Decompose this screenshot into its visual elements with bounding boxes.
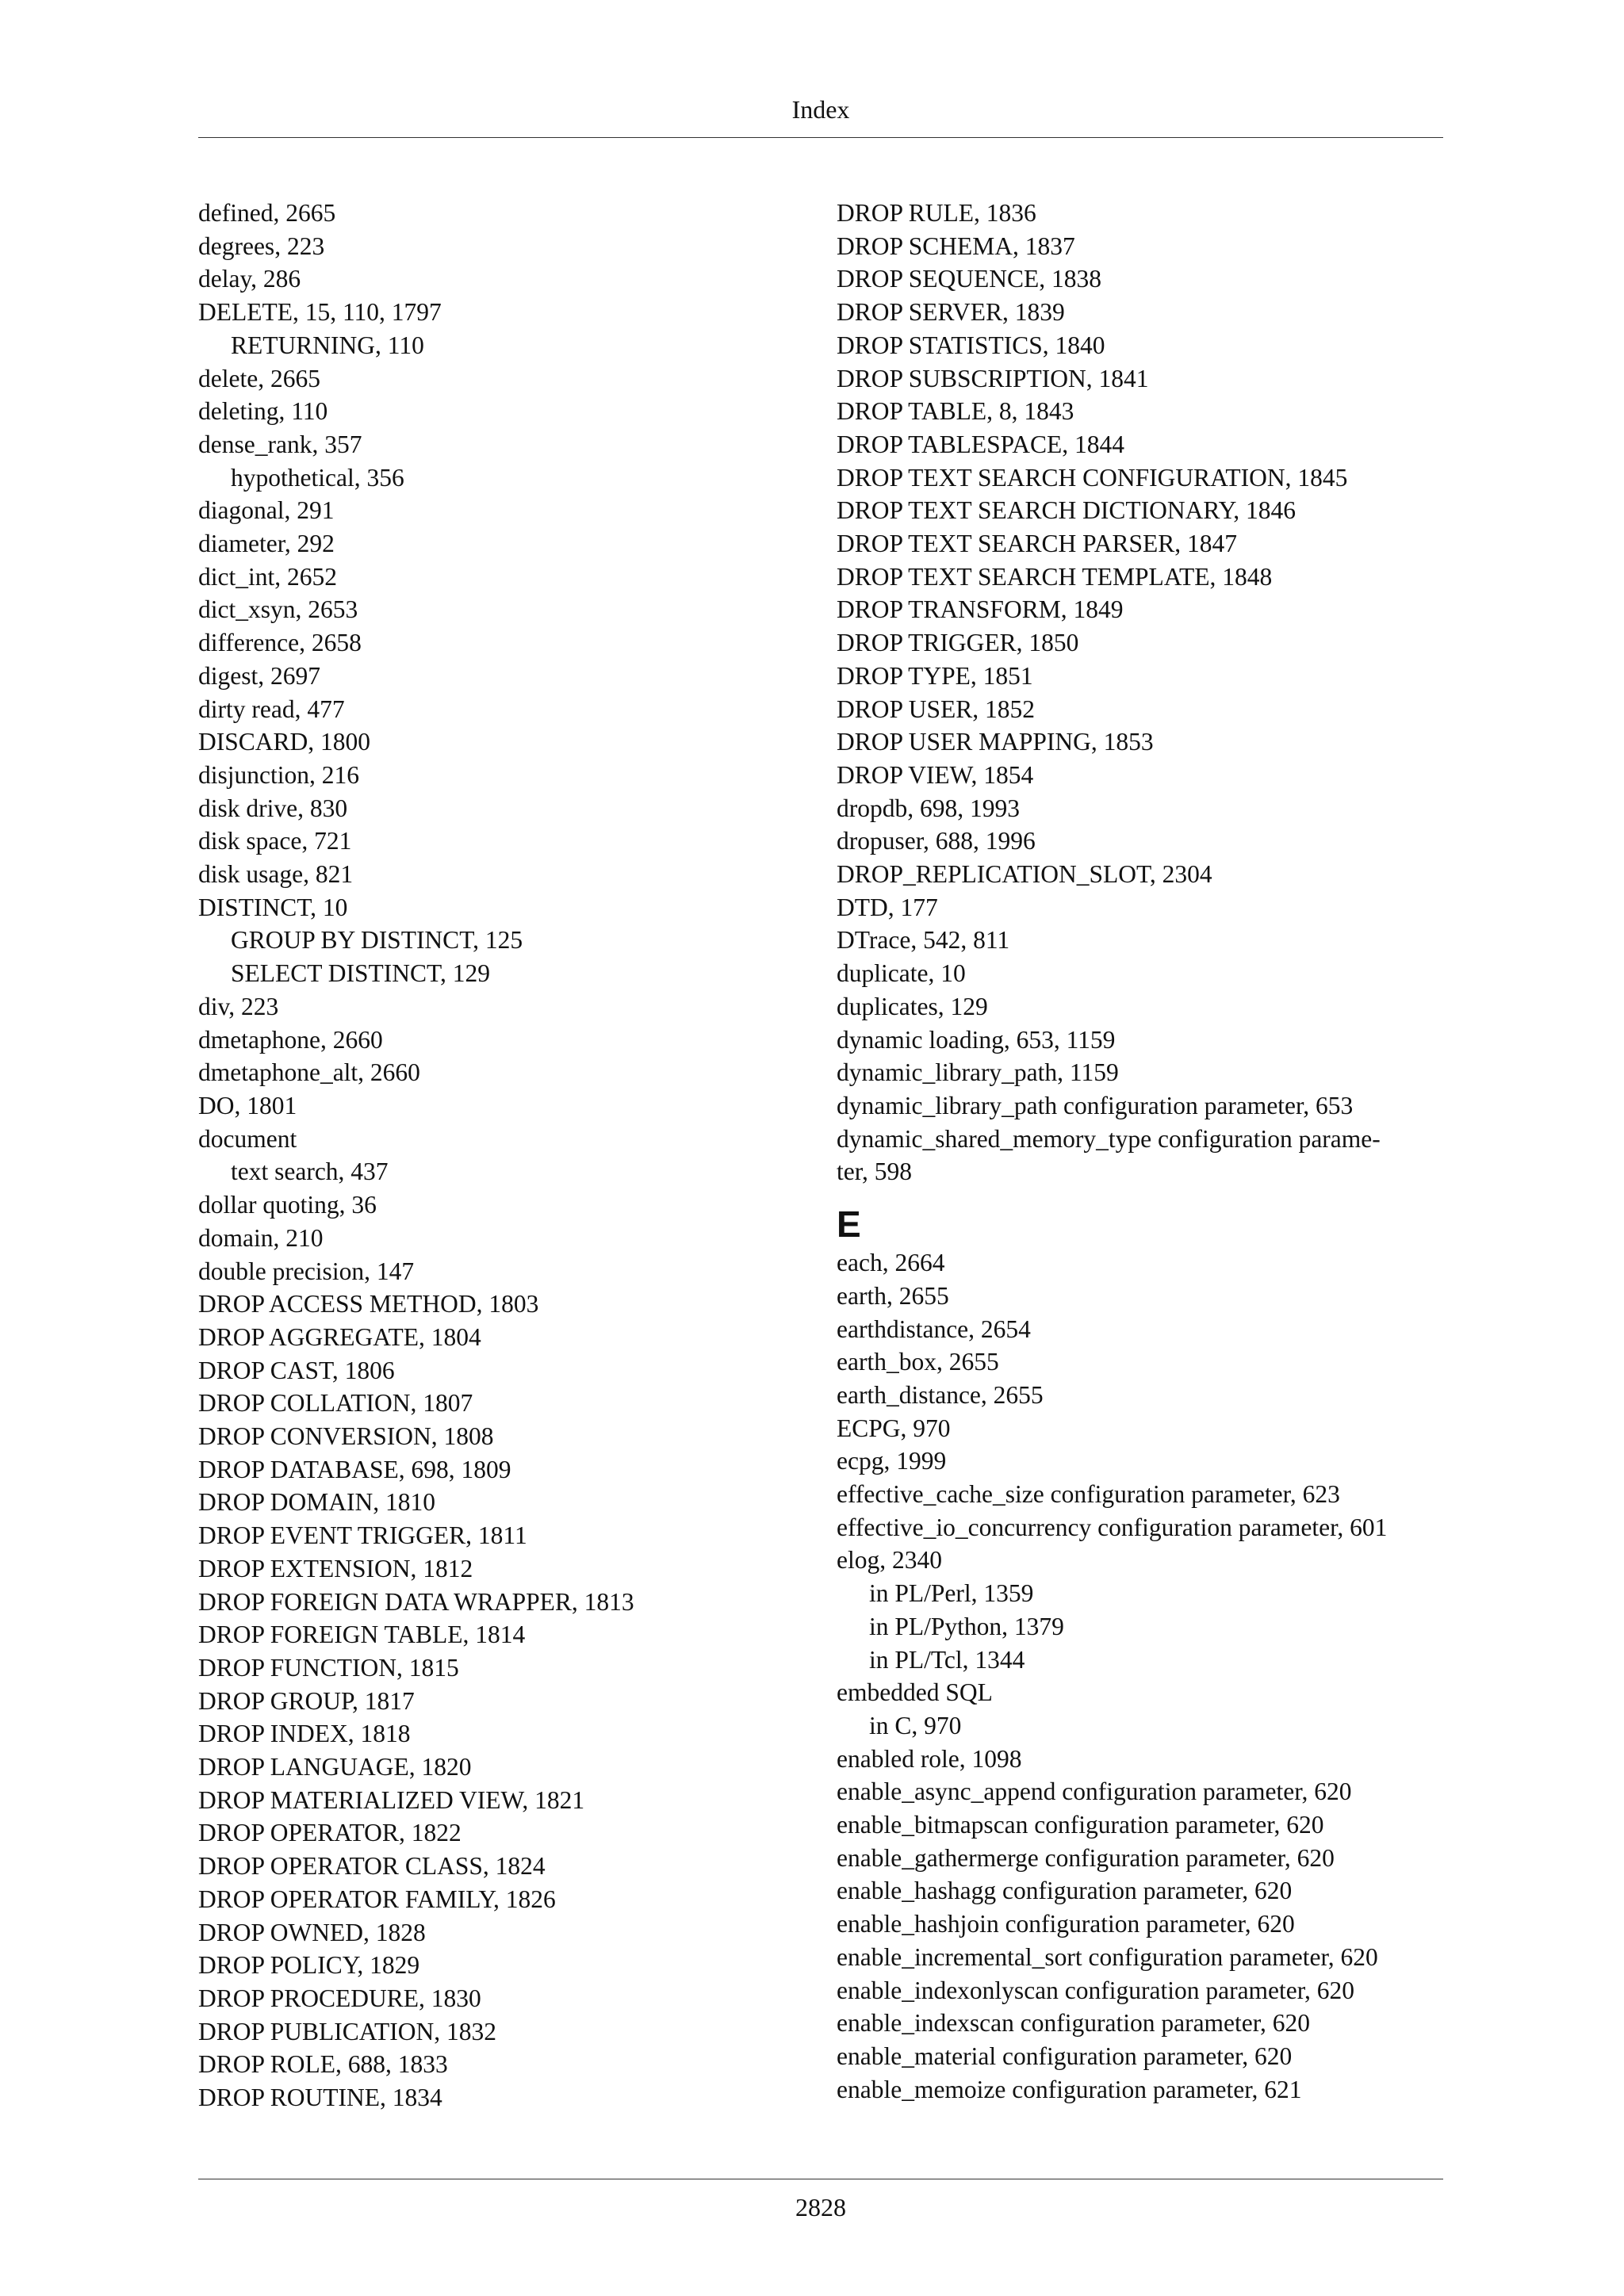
index-column-left: [198, 197, 817, 2114]
index-entry: enable_bitmapscan configuration parameter, 620: [837, 1811, 1324, 1839]
index-entry: diagonal, 291: [198, 496, 335, 525]
index-entry: disk drive, 830: [198, 794, 348, 822]
index-entry: dollar quoting, 36: [198, 1191, 377, 1219]
index-entry: DROP CAST, 1806: [198, 1356, 395, 1384]
index-entry: DROP EVENT TRIGGER, 1811: [198, 1521, 527, 1550]
index-entry: enable_indexscan configuration parameter, 620: [837, 2009, 1310, 2038]
index-entry: DROP GROUP, 1817: [198, 1686, 415, 1715]
index-entry: DROP_REPLICATION_SLOT, 2304: [837, 860, 1212, 889]
index-entry: DROP SEQUENCE, 1838: [837, 265, 1101, 293]
index-entry: div, 223: [198, 992, 279, 1020]
index-entry: earth, 2655: [837, 1281, 949, 1310]
index-entry: DROP TEXT SEARCH DICTIONARY, 1846: [837, 496, 1297, 525]
index-subentry: in C, 970: [869, 1711, 962, 1739]
index-entry: earth_distance, 2655: [837, 1380, 1044, 1409]
index-entry: DROP FOREIGN TABLE, 1814: [198, 1621, 526, 1649]
index-entry: DROP CONVERSION, 1808: [198, 1422, 494, 1451]
index-entry: DROP ROLE, 688, 1833: [198, 2050, 448, 2079]
index-entry: disk usage, 821: [198, 860, 354, 889]
index-entry: DROP OPERATOR, 1822: [198, 1819, 462, 1847]
index-entry: difference, 2658: [198, 629, 362, 657]
index-entry: DROP OPERATOR CLASS, 1824: [198, 1852, 546, 1881]
index-entry: enable_incremental_sort configuration parameter, 620: [837, 1942, 1378, 1971]
index-entry: DROP STATISTICS, 1840: [837, 331, 1105, 359]
page-number: 2828: [795, 2193, 846, 2221]
index-entry: DROP USER, 1852: [837, 695, 1036, 723]
index-entry: enabled role, 1098: [837, 1744, 1022, 1773]
index-entry: domain, 210: [198, 1223, 324, 1252]
index-subentry: in PL/Perl, 1359: [869, 1579, 1034, 1608]
index-entry: digest, 2697: [198, 661, 320, 690]
index-entry: DROP DATABASE, 698, 1809: [198, 1455, 511, 1483]
index-entry: dict_int, 2652: [198, 562, 337, 591]
index-entry: dmetaphone_alt, 2660: [198, 1058, 420, 1087]
section-heading-e: E: [837, 1203, 861, 1246]
index-subentry: text search, 437: [231, 1158, 389, 1186]
index-entry: DROP PUBLICATION, 1832: [198, 2017, 496, 2045]
index-entry: duplicates, 129: [837, 992, 988, 1020]
index-entry: dropdb, 698, 1993: [837, 794, 1020, 822]
index-entry: double precision, 147: [198, 1257, 415, 1285]
index-entry: DROP AGGREGATE, 1804: [198, 1322, 481, 1351]
index-entry: enable_hashjoin configuration parameter, 620: [837, 1910, 1295, 1938]
index-entry: earth_box, 2655: [837, 1348, 999, 1376]
index-entry: DROP USER MAPPING, 1853: [837, 728, 1154, 756]
index-entry: dynamic_library_path, 1159: [837, 1058, 1119, 1087]
index-entry: degrees, 223: [198, 232, 325, 260]
index-entry: embedded SQL: [837, 1678, 993, 1707]
index-entry: disjunction, 216: [198, 760, 359, 789]
index-entry: DROP TEXT SEARCH CONFIGURATION, 1845: [837, 463, 1348, 492]
index-entry: dynamic loading, 653, 1159: [837, 1025, 1116, 1054]
index-entry: ter, 598: [837, 1158, 912, 1186]
index-entry: enable_material configuration parameter, 620: [837, 2042, 1293, 2070]
index-entry: deleting, 110: [198, 397, 328, 426]
index-entry: DROP FOREIGN DATA WRAPPER, 1813: [198, 1587, 634, 1616]
index-entry: duplicate, 10: [837, 959, 966, 988]
index-entry: DROP OPERATOR FAMILY, 1826: [198, 1885, 556, 1913]
index-entry: enable_hashagg configuration parameter, 620: [837, 1877, 1293, 1905]
index-entry: dirty read, 477: [198, 695, 345, 723]
index-entry: DROP PROCEDURE, 1830: [198, 1984, 481, 2012]
index-entry: elog, 2340: [837, 1546, 942, 1575]
index-entry: DROP COLLATION, 1807: [198, 1389, 473, 1418]
index-entry: DROP SERVER, 1839: [837, 298, 1065, 327]
index-entry: DROP TYPE, 1851: [837, 661, 1033, 690]
index-subentry: hypothetical, 356: [231, 463, 404, 492]
index-entries-d: [837, 197, 1443, 1188]
index-subentry: in PL/Python, 1379: [869, 1612, 1064, 1640]
index-entry: ECPG, 970: [837, 1414, 951, 1442]
index-entry: ecpg, 1999: [837, 1447, 947, 1475]
index-subentry: SELECT DISTINCT, 129: [231, 959, 490, 988]
header-rule: [198, 137, 1443, 138]
index-entry: DTrace, 542, 811: [837, 926, 1010, 955]
index-entry: effective_cache_size configuration parameter, 623: [837, 1480, 1340, 1509]
index-entry: defined, 2665: [198, 199, 336, 227]
index-entry: disk space, 721: [198, 827, 352, 855]
index-entry: delete, 2665: [198, 364, 320, 392]
index-entries-e: [837, 1246, 1443, 2106]
index-subentry: RETURNING, 110: [231, 331, 424, 359]
index-entry: DROP OWNED, 1828: [198, 1918, 426, 1946]
index-entry: dense_rank, 357: [198, 430, 362, 458]
index-entry: DROP TRIGGER, 1850: [837, 629, 1079, 657]
index-entry: DROP TABLESPACE, 1844: [837, 430, 1125, 458]
index-subentry: GROUP BY DISTINCT, 125: [231, 926, 523, 955]
index-entry: DROP INDEX, 1818: [198, 1720, 411, 1748]
index-entry: DROP SCHEMA, 1837: [837, 232, 1075, 260]
index-entry: document: [198, 1124, 297, 1153]
index-entry: earthdistance, 2654: [837, 1314, 1031, 1343]
index-entry: DELETE, 15, 110, 1797: [198, 298, 442, 327]
index-column-right: [837, 197, 1443, 2106]
page-header: Index: [791, 95, 850, 124]
index-entry: dynamic_library_path configuration parameter, 653: [837, 1091, 1354, 1119]
index-entry: enable_gathermerge configuration parameter, 620: [837, 1843, 1335, 1872]
index-entry: enable_memoize configuration parameter, 621: [837, 2075, 1302, 2103]
index-entry: DROP ROUTINE, 1834: [198, 2084, 442, 2112]
index-entry: dropuser, 688, 1996: [837, 827, 1036, 855]
index-entry: DROP ACCESS METHOD, 1803: [198, 1290, 539, 1318]
index-entry: DISTINCT, 10: [198, 893, 348, 921]
index-entry: enable_async_append configuration parameter, 620: [837, 1777, 1352, 1806]
index-entry: each, 2664: [837, 1249, 945, 1277]
index-entry: dynamic_shared_memory_type configuration parame-: [837, 1124, 1381, 1153]
index-entry: DROP TEXT SEARCH TEMPLATE, 1848: [837, 562, 1273, 591]
index-entry: DO, 1801: [198, 1091, 297, 1119]
index-entry: DROP SUBSCRIPTION, 1841: [837, 364, 1149, 392]
index-entry: DROP MATERIALIZED VIEW, 1821: [198, 1785, 585, 1814]
index-entry: DTD, 177: [837, 893, 938, 921]
index-entry: DISCARD, 1800: [198, 728, 371, 756]
index-entry: DROP VIEW, 1854: [837, 760, 1034, 789]
index-subentry: in PL/Tcl, 1344: [869, 1645, 1025, 1674]
index-entry: enable_indexonlyscan configuration parameter, 620: [837, 1976, 1354, 2004]
index-entry: DROP FUNCTION, 1815: [198, 1653, 459, 1682]
index-entry: DROP EXTENSION, 1812: [198, 1554, 473, 1582]
index-entry: DROP LANGUAGE, 1820: [198, 1753, 472, 1781]
index-entry: DROP DOMAIN, 1810: [198, 1488, 435, 1517]
index-entry: dict_xsyn, 2653: [198, 595, 358, 624]
index-entry: delay, 286: [198, 265, 301, 293]
index-entry: effective_io_concurrency configuration parameter, 601: [837, 1513, 1388, 1541]
index-entry: DROP POLICY, 1829: [198, 1951, 420, 1980]
index-entry: dmetaphone, 2660: [198, 1025, 383, 1054]
index-entry: DROP TEXT SEARCH PARSER, 1847: [837, 530, 1237, 558]
index-entry: DROP RULE, 1836: [837, 199, 1036, 227]
index-entry: DROP TRANSFORM, 1849: [837, 595, 1124, 624]
index-entry: DROP TABLE, 8, 1843: [837, 397, 1074, 426]
index-entry: diameter, 292: [198, 530, 335, 558]
